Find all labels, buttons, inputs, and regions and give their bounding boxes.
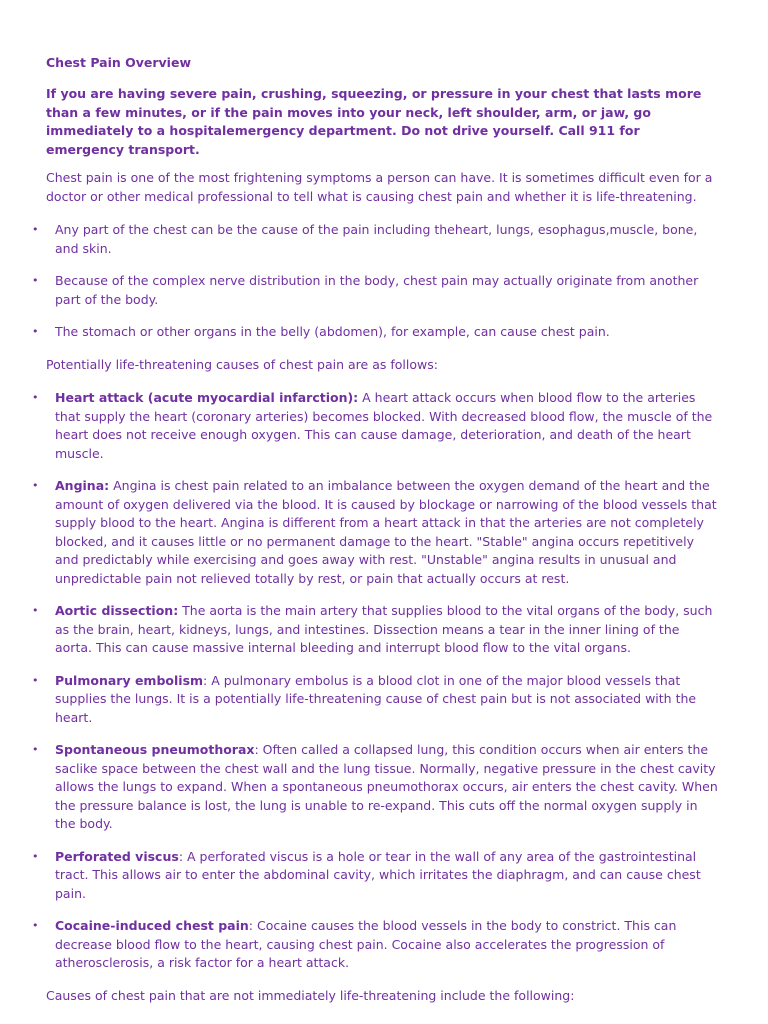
list-item	[32, 602, 718, 658]
cause-term: Aortic dissection:	[55, 603, 179, 618]
cause-term: Perforated viscus	[55, 848, 179, 864]
cause-term: Angina:	[55, 478, 110, 493]
list-item-text: The stomach or other organs in the belly (abdomen), for example, can cause chest pain.	[55, 324, 610, 339]
cause-term: Spontaneous pneumothorax	[55, 742, 255, 757]
list-item	[32, 389, 718, 463]
list-item-text: Any part of the chest can be the cause of the pain including theheart, lungs, esophagus,muscle, bone, and skin.	[55, 222, 698, 256]
list-item	[32, 477, 718, 588]
list-item	[32, 848, 718, 904]
bullet-icon: •	[32, 919, 39, 932]
list-item	[32, 272, 718, 309]
cause-description: Angina is chest pain related to an imbalance between the oxygen demand of the heart and the amount of oxygen delivered via the blood. It is caused by blockage or narrowing of the blood vessels that supply blood to the heart. Angina is different from a heart attack in that the arteries are not completely blocked, and it causes little or no permanent damage to the heart. "Stable" angina occurs repetitively and predictably while exercising and goes away with rest. "Unstable" angina results in unusual and unpredictable pain not relieved totally by rest, or pain that actually occurs at rest.	[55, 478, 717, 586]
cause-description: : Cocaine causes the blood vessels in the body to constrict. This can decrease blood flow to the heart, causing chest pain. Cocaine also accelerates the progression of atherosclerosis, a risk factor for a heart attack.	[55, 918, 677, 970]
bullet-icon: •	[32, 223, 39, 236]
list-item	[32, 672, 718, 728]
cause-description: A heart attack occurs when blood flow to the arteries that supply the heart (coronary arteries) becomes blocked. With decreased blood flow, the muscle of the heart does not receive enough oxygen. This can cause damage, deterioration, and death of the heart muscle.	[55, 390, 713, 461]
cause-description: The aorta is the main artery that supplies blood to the vital organs of the body, such as the brain, heart, kidneys, lungs, and intestines. Dissection means a tear in the inner lining of the aorta. This can cause massive internal bleeding and interrupt blood flow to the vital organs.	[55, 603, 713, 655]
life-threatening-causes-list	[32, 389, 718, 973]
bullet-icon: •	[32, 673, 39, 687]
bullet-icon: •	[32, 274, 39, 287]
bullet-icon: •	[32, 849, 39, 863]
bullet-icon: •	[32, 743, 39, 756]
general-points-list	[32, 221, 718, 342]
list-item-text: Because of the complex nerve distribution in the body, chest pain may actually originate from another part of the body.	[55, 273, 699, 307]
intro-paragraph: Chest pain is one of the most frightening symptoms a person can have. It is sometimes difficult even for a doctor or other medical professional to tell what is causing chest pain and whether it is life-threatening.	[46, 170, 713, 204]
bullet-icon: •	[32, 391, 39, 404]
cause-description: : A perforated viscus is a hole or tear in the wall of any area of the gastrointestinal tract. This allows air to enter the abdominal cavity, which irritates the diaphragm, and can cause chest pain.	[55, 848, 701, 901]
list-item	[32, 741, 718, 834]
emergency-warning: If you are having severe pain, crushing, squeezing, or pressure in your chest that lasts more than a few minutes, or if the pain moves into your neck, left shoulder, arm, or jaw, go immediately to a hospitalemergency department. Do not drive yourself. Call 911 for emergency transport.	[46, 86, 702, 157]
cause-term: Heart attack (acute myocardial infarction):	[55, 390, 359, 405]
cause-term: Pulmonary embolism	[55, 672, 204, 688]
cause-description: : A pulmonary embolus is a blood clot in one of the major blood vessels that supplies the lungs. It is a potentially life-threatening cause of chest pain but is not associated with the heart.	[55, 672, 697, 725]
life-threatening-intro: Potentially life-threatening causes of chest pain are as follows:	[46, 356, 438, 372]
bullet-icon: •	[32, 479, 39, 492]
cause-description: : Often called a collapsed lung, this condition occurs when air enters the saclike space between the chest wall and the lung tissue. Normally, negative pressure in the chest cavity allows the lungs to expand. When a spontaneous pneumothorax occurs, air enters the chest cavity. When the pressure balance is lost, the lung is unable to re-expand. This cuts off the normal oxygen supply in the body.	[55, 742, 718, 831]
cause-term: Cocaine-induced chest pain	[55, 918, 249, 933]
bullet-icon: •	[32, 325, 39, 338]
list-item	[32, 917, 718, 973]
list-item	[32, 221, 718, 258]
non-life-threatening-intro: Causes of chest pain that are not immediately life-threatening include the following:	[46, 987, 575, 1003]
list-item	[32, 323, 718, 342]
bullet-icon: •	[32, 604, 39, 617]
document-title: Chest Pain Overview	[46, 55, 191, 70]
